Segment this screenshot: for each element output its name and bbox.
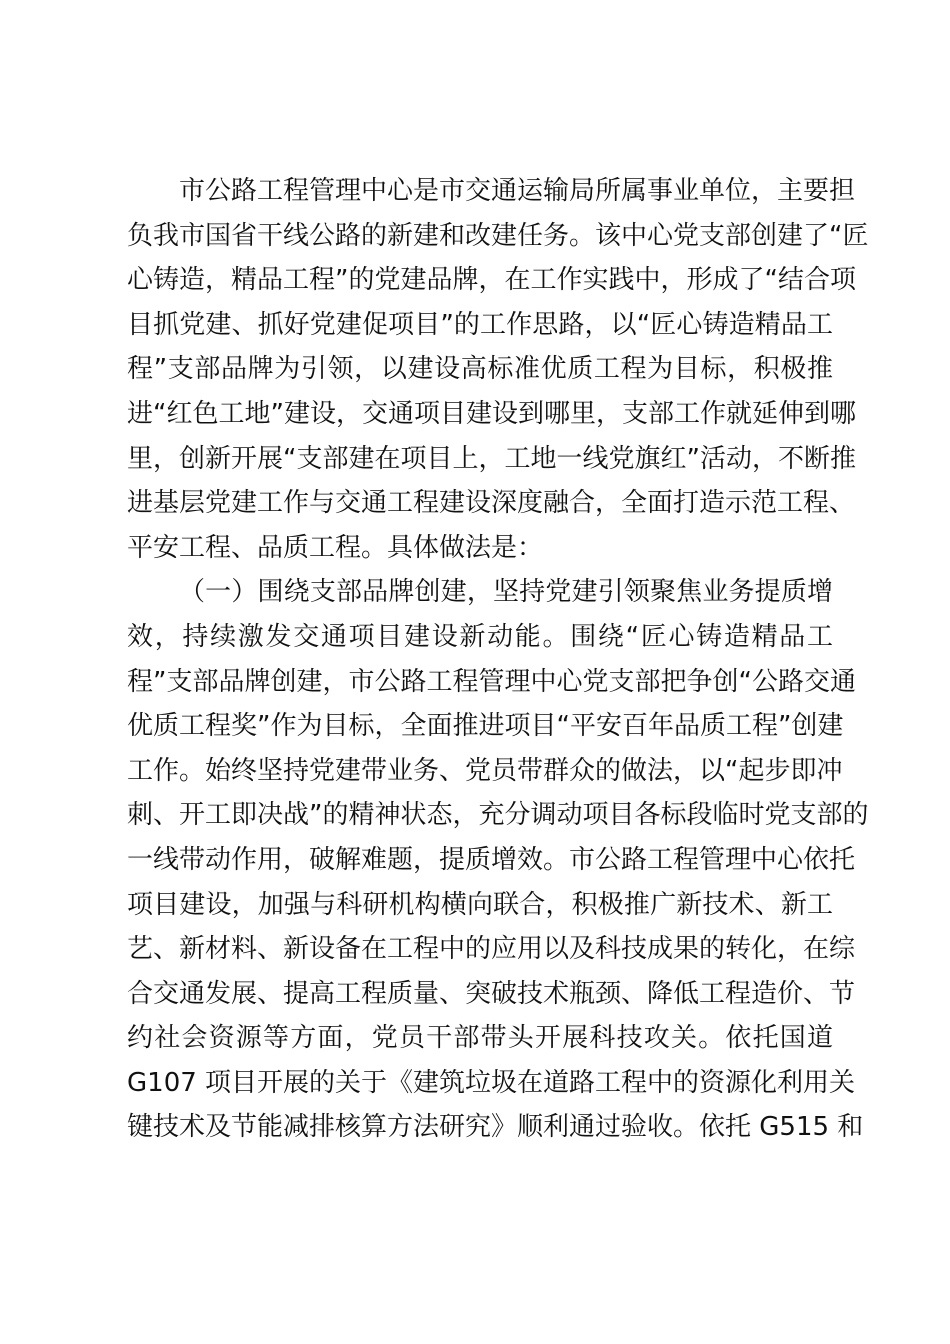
text-line: 一线带动作用，破解难题，提质增效。市公路工程管理中心依托 [127, 844, 856, 875]
text-line: 工作。始终坚持党建带业务、党员带群众的做法，以“起步即冲 [127, 755, 843, 786]
text-line: 刺、开工即决战”的精神状态，充分调动项目各标段临时党支部的 [127, 800, 869, 831]
paragraph-intro [127, 169, 869, 570]
document-body [127, 169, 869, 1150]
text-line: 程”支部品牌创建，市公路工程管理中心党支部把争创“公路交通 [127, 666, 856, 697]
text-line: 进“红色工地”建设，交通项目建设到哪里，支部工作就延伸到哪 [127, 398, 856, 429]
text-line: （一）围绕支部品牌创建，坚持党建引领聚焦业务提质增 [179, 577, 833, 608]
text-line: G107 项目开展的关于《建筑垃圾在道路工程中的资源化利用关 [127, 1067, 856, 1098]
text-line: 里，创新开展“支部建在项目上，工地一线党旗红”活动，不断推 [127, 443, 856, 474]
text-line: 效，持续激发交通项目建设新动能。围绕“匠心铸造精品工 [127, 621, 833, 652]
text-line: 艺、新材料、新设备在工程中的应用以及科技成果的转化，在综 [127, 934, 856, 965]
text-line: 优质工程奖”作为目标，全面推进项目“平安百年品质工程”创建 [127, 711, 844, 742]
text-line: 程”支部品牌为引领，以建设高标准优质工程为目标，积极推 [127, 354, 833, 385]
text-line: 合交通发展、提高工程质量、突破技术瓶颈、降低工程造价、节 [127, 978, 856, 1009]
text-line: 心铸造，精品工程”的党建品牌，在工作实践中，形成了“结合项 [127, 265, 856, 296]
text-line: 进基层党建工作与交通工程建设深度融合，全面打造示范工程、 [127, 488, 856, 519]
paragraph-section-one [127, 570, 869, 1150]
text-line: 负我市国省干线公路的新建和改建任务。该中心党支部创建了“匠 [127, 220, 869, 251]
text-line: 键技术及节能减排核算方法研究》顺利通过验收。依托 G515 和 [127, 1112, 864, 1143]
text-line: 市公路工程管理中心是市交通运输局所属事业单位，主要担 [179, 176, 856, 206]
text-line: 项目建设，加强与科研机构横向联合，积极推广新技术、新工 [127, 889, 833, 920]
text-line: 平安工程、品质工程。具体做法是： [127, 532, 544, 563]
text-line: 约社会资源等方面，党员干部带头开展科技攻关。依托国道 [127, 1023, 833, 1054]
text-line: 目抓党建、抓好党建促项目”的工作思路，以“匠心铸造精品工 [127, 309, 833, 340]
